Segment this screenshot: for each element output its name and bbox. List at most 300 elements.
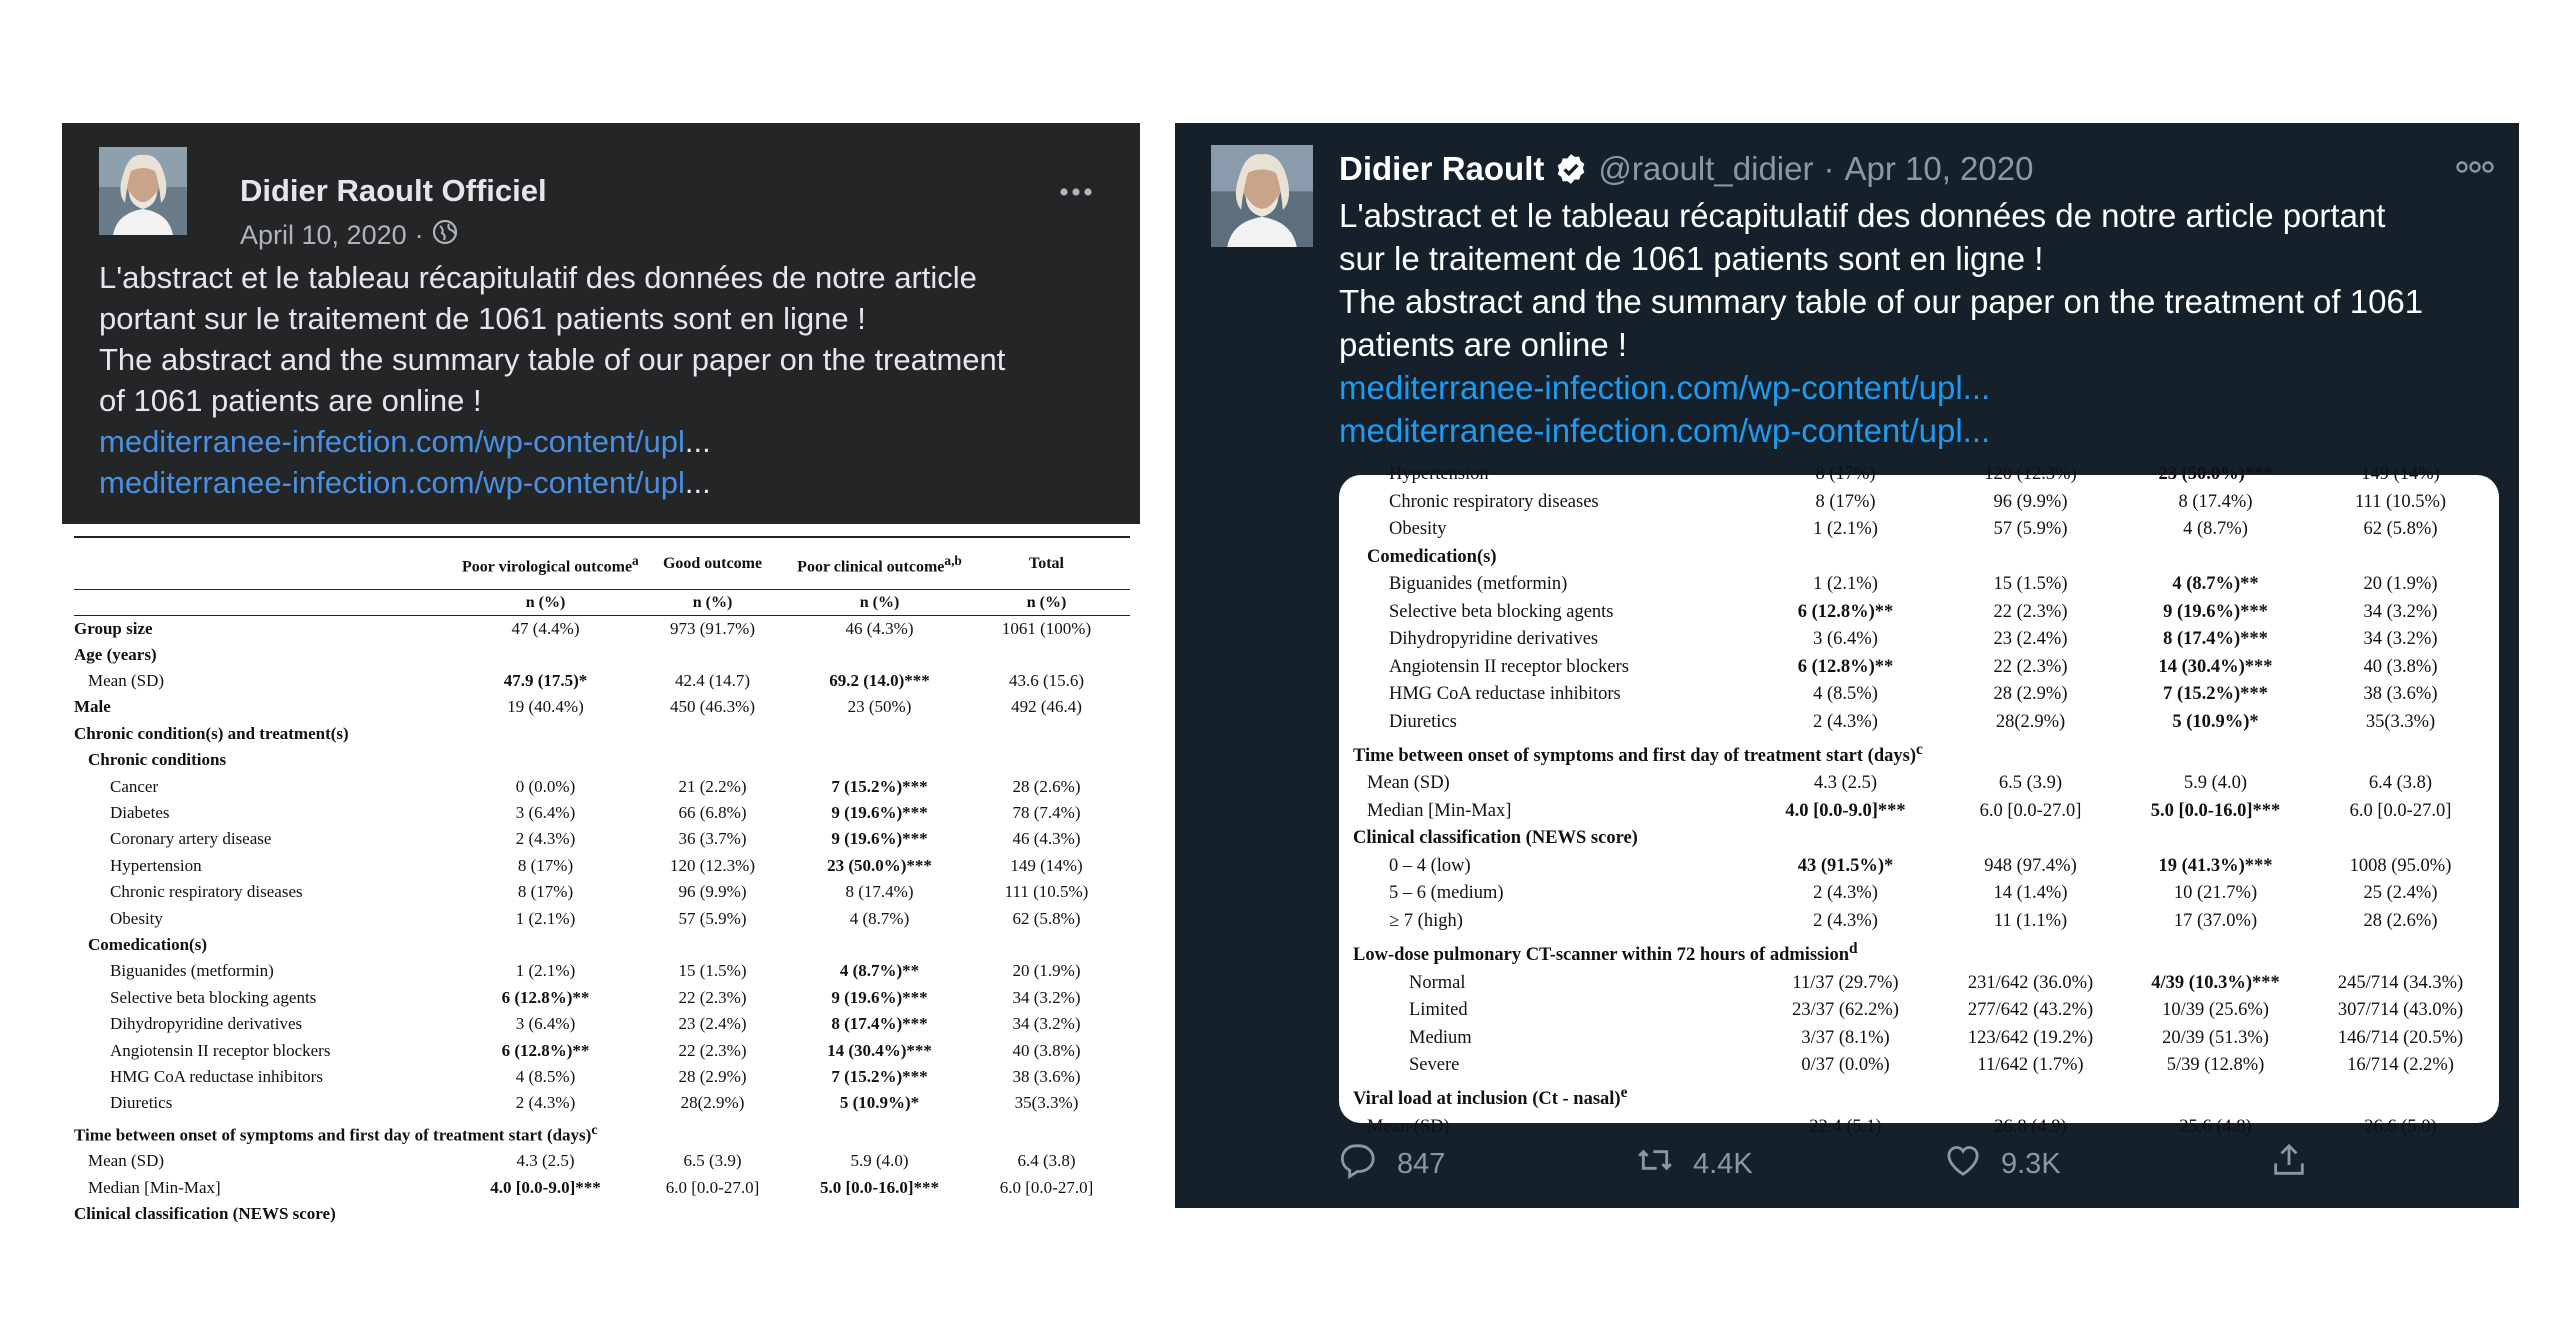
- verified-badge-icon: [1554, 152, 1588, 186]
- table-cell: 23 (2.4%): [678, 1014, 747, 1034]
- unit-label: n (%): [796, 589, 963, 615]
- table-cell: 4 (8.7%): [2183, 519, 2248, 540]
- retweet-count: 4.4K: [1693, 1147, 1753, 1180]
- row-label: [74, 932, 462, 958]
- table-cell: 15 (1.5%): [1993, 574, 2068, 595]
- link-ellipsis: ...: [684, 424, 711, 459]
- retweet-icon: [1635, 1140, 1675, 1188]
- row-label: [1353, 1079, 1753, 1113]
- row-label-text: Viral load at inclusion (Ct - nasal): [1353, 1089, 1621, 1110]
- table-cell: 0/37 (0.0%): [1801, 1055, 1890, 1076]
- table-cell: 4 (8.5%): [515, 1066, 576, 1086]
- row-label-text: Angiotensin II receptor blockers: [1389, 656, 1629, 677]
- table-cell: 22 (2.3%): [1993, 601, 2068, 622]
- row-label-text: 5 – 6 (medium): [1389, 883, 1504, 904]
- table-cell: 28(2.9%): [1995, 711, 2066, 732]
- table-cell: 96 (9.9%): [678, 882, 747, 902]
- table-cell: 9 (19.6%)***: [2163, 601, 2268, 622]
- row-label-text: Coronary artery disease: [110, 829, 272, 849]
- table-header-empty: [74, 537, 462, 589]
- table-cell: 28 (2.9%): [678, 1066, 747, 1086]
- row-label: [74, 773, 462, 799]
- more-options-icon[interactable]: [2453, 157, 2497, 177]
- table-cell: 6.0 [0.0-27.0]: [999, 1177, 1094, 1197]
- table-cell: 5.0 [0.0-16.0]***: [820, 1177, 939, 1197]
- row-label-text: 0 – 4 (low): [1389, 855, 1471, 876]
- table-cell: [1753, 825, 1938, 853]
- table-cell: 43 (91.5%)*: [1797, 855, 1894, 876]
- table-cell: 26.6 (5.0): [2364, 1116, 2437, 1137]
- table-cell: 6.5 (3.9): [1998, 773, 2063, 794]
- row-label-sup: c: [1916, 741, 1923, 758]
- table-cell: 4 (8.7%): [849, 908, 910, 928]
- table-cell: [2123, 544, 2308, 572]
- table-cell: 2 (4.3%): [515, 1093, 576, 1113]
- table-cell: 34 (3.2%): [2363, 601, 2438, 622]
- tweet-text-line: sur le traitement de 1061 patients sont en ligne !: [1339, 240, 2044, 277]
- header-label: Poor virological outcome: [462, 557, 633, 575]
- table-cell: 1 (2.1%): [1813, 519, 1878, 540]
- table-cell: 23 (2.4%): [1993, 629, 2068, 650]
- table-row: [74, 615, 1130, 642]
- table-cell: 8 (17%): [1815, 464, 1876, 485]
- table-cell: 2 (4.3%): [1813, 711, 1878, 732]
- row-label: [74, 853, 462, 879]
- table-cell: 14 (1.4%): [1993, 883, 2068, 904]
- header-poor-clinical: [796, 537, 963, 589]
- avatar[interactable]: [99, 147, 187, 235]
- table-cell: 22 (2.3%): [1993, 656, 2068, 677]
- row-label: [74, 826, 462, 852]
- table-cell: [629, 1201, 796, 1227]
- row-label-text: Low-dose pulmonary CT-scanner within 72 hours of admission: [1353, 945, 1849, 966]
- tweet-link[interactable]: mediterranee-infection.com/wp-content/upl...: [1339, 412, 1991, 449]
- table-cell: 66 (6.8%): [678, 803, 747, 823]
- retweet-button[interactable]: [1635, 1140, 1753, 1188]
- table-row: [74, 985, 1130, 1011]
- table-row: [74, 773, 1130, 799]
- row-label-text: Clinical classification (NEWS score): [74, 1204, 336, 1224]
- row-label-text: Time between onset of symptoms and first day of treatment start (days): [1353, 746, 1916, 767]
- table-cell: [1753, 544, 1938, 572]
- row-label: [74, 1175, 462, 1201]
- row-label-text: Chronic respiratory diseases: [110, 882, 303, 902]
- row-label: [1353, 709, 1753, 737]
- table-row: [74, 642, 1130, 668]
- table-cell: [462, 747, 629, 773]
- table-cell: 0 (0.0%): [515, 776, 576, 796]
- table-cell: 6.0 [0.0-27.0]: [1979, 800, 2082, 821]
- table-row: [1353, 626, 2493, 654]
- table-cell: [462, 1201, 629, 1227]
- table-cell: 120 (12.3%): [1984, 464, 2077, 485]
- table-cell: 35(3.3%): [1014, 1093, 1079, 1113]
- post-text: [99, 257, 1119, 503]
- table-cell: 28 (2.6%): [2363, 910, 2438, 931]
- share-icon: [2269, 1140, 2309, 1188]
- table-cell: [796, 721, 963, 747]
- header-label: Total: [1029, 554, 1064, 572]
- table-cell: [1753, 1079, 1938, 1113]
- link-ellipsis: ...: [684, 465, 711, 500]
- row-label: [74, 1148, 462, 1174]
- table-cell: 43.6 (15.6): [1008, 671, 1085, 691]
- row-label-text: Mean (SD): [88, 671, 165, 691]
- table-cell: 11 (1.1%): [1993, 910, 2068, 931]
- row-label: [74, 1064, 462, 1090]
- table-cell: 450 (46.3%): [670, 697, 755, 717]
- table-cell: 26.8 (4.9): [1994, 1116, 2067, 1137]
- table-row: [1353, 571, 2493, 599]
- table-cell: 973 (91.7%): [670, 618, 755, 638]
- table-row: [74, 1117, 1130, 1149]
- row-label-text: Male: [74, 697, 111, 717]
- header-label: Good outcome: [662, 554, 763, 572]
- table-cell: 36 (3.7%): [678, 829, 747, 849]
- table-cell: 8 (17%): [517, 855, 574, 875]
- attached-table-image[interactable]: [1339, 464, 2499, 1137]
- reply-count: 847: [1397, 1147, 1446, 1180]
- globe-icon: [432, 219, 458, 252]
- table-cell: 9 (19.6%)***: [831, 987, 928, 1007]
- share-button[interactable]: [2269, 1140, 2309, 1188]
- table-cell: 5/39 (12.8%): [2166, 1055, 2265, 1076]
- table-cell: 28 (2.9%): [1993, 684, 2068, 705]
- row-label-text: Time between onset of symptoms and first day of treatment start (days): [74, 1125, 592, 1145]
- table-cell: 22 (2.3%): [678, 1040, 747, 1060]
- like-button[interactable]: [1943, 1140, 2061, 1188]
- facebook-post: [62, 123, 1140, 1224]
- avatar[interactable]: [1211, 145, 1313, 247]
- table-cell: 4/39 (10.3%)***: [2151, 972, 2280, 993]
- table-cell: [462, 932, 629, 958]
- table-cell: 2 (4.3%): [1813, 910, 1878, 931]
- row-label: [74, 694, 462, 720]
- row-label-text: Chronic condition(s) and treatment(s): [74, 723, 349, 743]
- table-cell: 6.5 (3.9): [683, 1151, 742, 1171]
- row-label: [74, 879, 462, 905]
- table-cell: 16/714 (2.2%): [2347, 1055, 2454, 1076]
- table-cell: [796, 642, 963, 668]
- row-label-sup: e: [1620, 1084, 1628, 1102]
- reply-button[interactable]: [1339, 1140, 1445, 1188]
- table-cell: 9 (19.6%)***: [831, 803, 928, 823]
- table-cell: 11/37 (29.7%): [1792, 972, 1899, 993]
- table-row: [1353, 709, 2493, 737]
- table-cell: 40 (3.8%): [1012, 1040, 1081, 1060]
- table-cell: 5 (10.9%)*: [2172, 711, 2259, 732]
- table-cell: 5.0 [0.0-16.0]***: [2150, 800, 2281, 821]
- row-label: [1353, 599, 1753, 627]
- table-cell: 149 (14%): [2361, 464, 2440, 485]
- table-row: [74, 1037, 1130, 1063]
- table-cell: 5.9 (4.0): [2183, 773, 2248, 794]
- table-cell: 123/642 (19.2%): [1967, 1027, 2094, 1048]
- row-label-text: Selective beta blocking agents: [110, 987, 317, 1007]
- row-label-text: Biguanides (metformin): [1389, 574, 1568, 595]
- table-row: [74, 1148, 1130, 1174]
- row-label-text: Comedication(s): [88, 934, 207, 954]
- row-label: [1353, 654, 1753, 682]
- table-cell: 34 (3.2%): [1012, 1014, 1081, 1034]
- table-cell: 6 (12.8%)**: [1797, 601, 1894, 622]
- tweet-text: [1339, 194, 2509, 452]
- table-cell: 46 (4.3%): [1012, 829, 1081, 849]
- table-row: [1353, 969, 2493, 997]
- table-cell: 5.9 (4.0): [850, 1151, 909, 1171]
- row-label: [1353, 997, 1753, 1025]
- table-cell: [1938, 825, 2123, 853]
- row-label-text: Normal: [1409, 972, 1466, 993]
- table-cell: 6 (12.8%)**: [1797, 656, 1894, 677]
- table-cell: 4.3 (2.5): [516, 1151, 575, 1171]
- row-label-text: ≥ 7 (high): [1389, 910, 1463, 931]
- tweet-header: [1339, 149, 2033, 189]
- header-label: Poor clinical outcome: [797, 557, 945, 575]
- tweet-link[interactable]: mediterranee-infection.com/wp-content/upl...: [1339, 369, 1991, 406]
- row-label-sup: c: [591, 1121, 598, 1138]
- table-row: [74, 853, 1130, 879]
- row-label: [74, 747, 462, 773]
- row-label-text: HMG CoA reductase inhibitors: [1389, 684, 1621, 705]
- table-cell: 62 (5.8%): [2363, 519, 2438, 540]
- row-label-text: Clinical classification (NEWS score): [1353, 828, 1638, 849]
- table-row: [1353, 544, 2493, 572]
- post-date[interactable]: April 10, 2020: [240, 220, 407, 250]
- table-cell: 6.4 (3.8): [1017, 1151, 1076, 1171]
- table-row: [74, 1011, 1130, 1037]
- row-label-text: HMG CoA reductase inhibitors: [110, 1066, 323, 1086]
- table-cell: 25 (2.4%): [2363, 883, 2438, 904]
- table-cell: 492 (46.4): [1011, 697, 1082, 717]
- row-label: [74, 1090, 462, 1116]
- table-cell: 6 (12.8%)**: [501, 987, 590, 1007]
- unit-label: n (%): [629, 589, 796, 615]
- table-row: [1353, 880, 2493, 908]
- row-label: [1353, 1024, 1753, 1052]
- table-cell: 3 (6.4%): [515, 803, 576, 823]
- table-cell: 7 (15.2%)***: [831, 776, 928, 796]
- row-label-text: Selective beta blocking agents: [1389, 601, 1614, 622]
- author-name[interactable]: Didier Raoult: [1339, 150, 1545, 187]
- attached-table-image[interactable]: [62, 524, 1140, 1224]
- table-row: [74, 668, 1130, 694]
- table-cell: 11/642 (1.7%): [1977, 1055, 2084, 1076]
- table-cell: 8 (17.4%): [2178, 491, 2253, 512]
- table-cell: [462, 721, 629, 747]
- tweet-actions: [1339, 1140, 2469, 1190]
- table-cell: 1008 (95.0%): [2349, 855, 2452, 876]
- table-cell: 149 (14%): [1010, 855, 1083, 875]
- row-label: [74, 985, 462, 1011]
- author-handle[interactable]: @raoult_didier: [1598, 150, 1814, 187]
- post-link[interactable]: mediterranee-infection.com/wp-content/upl: [99, 424, 685, 459]
- table-cell: [963, 642, 1130, 668]
- row-label-text: Angiotensin II receptor blockers: [110, 1040, 331, 1060]
- unit-empty: [74, 589, 462, 615]
- table-cell: 35(3.3%): [2365, 711, 2436, 732]
- row-label: [74, 1117, 1130, 1149]
- header-total: [963, 537, 1130, 589]
- table-cell: [963, 1201, 1130, 1227]
- row-label-text: Chronic respiratory diseases: [1389, 491, 1599, 512]
- table-cell: 46 (4.3%): [845, 618, 914, 638]
- table-cell: [1938, 1079, 2123, 1113]
- table-cell: 111 (10.5%): [1004, 882, 1089, 902]
- table-cell: 948 (97.4%): [1984, 855, 2077, 876]
- table-cell: [2308, 825, 2493, 853]
- table-row: [1353, 1024, 2493, 1052]
- table-cell: 8 (17.4%)***: [2163, 629, 2268, 650]
- table-cell: 120 (12.3%): [670, 855, 755, 875]
- header-sup: a,b: [944, 552, 962, 568]
- table-row: [1353, 1079, 2493, 1113]
- table-cell: 19 (40.4%): [507, 697, 584, 717]
- row-label: [74, 1037, 462, 1063]
- table-row: [1353, 1113, 2493, 1141]
- row-label: [1353, 770, 1753, 798]
- table-cell: [1938, 544, 2123, 572]
- post-header: [99, 147, 1110, 250]
- row-label-text: Mean (SD): [1367, 773, 1450, 794]
- tweet-text-line: patients are online !: [1339, 326, 1628, 363]
- row-label: [1353, 853, 1753, 881]
- table-cell: [629, 747, 796, 773]
- table-row: [1353, 770, 2493, 798]
- row-label: [74, 1201, 462, 1227]
- table-cell: 57 (5.9%): [678, 908, 747, 928]
- table-cell: 2 (4.3%): [1813, 883, 1878, 904]
- table-row: [1353, 908, 2493, 936]
- meta-separator: ·: [414, 220, 424, 250]
- more-options-icon[interactable]: [1054, 175, 1098, 209]
- table-row: [1353, 681, 2493, 709]
- table-cell: 277/642 (43.2%): [1967, 1000, 2094, 1021]
- post-text-line: The abstract and the summary table of our paper on the treatment: [99, 342, 1006, 377]
- row-label-text: Dihydropyridine derivatives: [110, 1014, 303, 1034]
- table-cell: 3/37 (8.1%): [1801, 1027, 1890, 1048]
- header-good-outcome: [629, 537, 796, 589]
- table-row: [74, 747, 1130, 773]
- table-cell: 9 (19.6%)***: [831, 829, 928, 849]
- table-row: [74, 826, 1130, 852]
- table-cell: 6.4 (3.8): [2368, 773, 2433, 794]
- table-cell: [2123, 825, 2308, 853]
- table-cell: 62 (5.8%): [1012, 908, 1081, 928]
- table-cell: 8 (17.4%): [845, 882, 914, 902]
- row-label: [1353, 736, 2493, 770]
- tweet-text-line: L'abstract et le tableau récapitulatif des données de notre article portant: [1339, 197, 2386, 234]
- table-cell: 10/39 (25.6%): [2162, 1000, 2269, 1021]
- table-cell: [629, 932, 796, 958]
- row-label-text: Median [Min-Max]: [88, 1177, 221, 1197]
- table-body: [1353, 461, 2493, 1141]
- row-label: [1353, 1113, 1753, 1141]
- table-cell: 4 (8.7%)**: [2172, 574, 2259, 595]
- table-cell: 47 (4.4%): [511, 618, 580, 638]
- table-cell: 1061 (100%): [1001, 618, 1092, 638]
- row-label: [74, 800, 462, 826]
- table-cell: 28(2.9%): [680, 1093, 745, 1113]
- table-cell: 111 (10.5%): [2354, 491, 2447, 512]
- table-cell: 4.0 [0.0-9.0]***: [1785, 800, 1906, 821]
- table-cell: 20 (1.9%): [1012, 961, 1081, 981]
- row-label: [1353, 935, 2493, 969]
- post-meta: [240, 219, 458, 252]
- row-label: [74, 615, 462, 642]
- table-cell: [462, 642, 629, 668]
- row-label-text: Limited: [1409, 1000, 1468, 1021]
- table-cell: [629, 642, 796, 668]
- post-link[interactable]: mediterranee-infection.com/wp-content/upl: [99, 465, 685, 500]
- table-cell: 38 (3.6%): [1012, 1066, 1081, 1086]
- table-row: [74, 1064, 1130, 1090]
- table-cell: [2123, 1079, 2308, 1113]
- table-cell: 17 (37.0%): [2173, 910, 2258, 931]
- table-row: [74, 1175, 1130, 1201]
- row-label: [74, 905, 462, 931]
- row-label: [1353, 1052, 1753, 1080]
- row-label-text: Hypertension: [1389, 464, 1489, 485]
- table-cell: 20/39 (51.3%): [2162, 1027, 2269, 1048]
- table-row: [1353, 825, 2493, 853]
- table-cell: 1 (2.1%): [515, 908, 576, 928]
- table-row: [74, 1090, 1130, 1116]
- table-cell: 231/642 (36.0%): [1967, 972, 2094, 993]
- table-cell: [963, 721, 1130, 747]
- summary-table: [62, 524, 1140, 1227]
- table-row: [1353, 599, 2493, 627]
- reply-icon: [1339, 1140, 1379, 1188]
- table-cell: 4.0 [0.0-9.0]***: [490, 1177, 601, 1197]
- table-cell: [963, 747, 1130, 773]
- row-label: [1353, 626, 1753, 654]
- table-cell: 6 (12.8%)**: [501, 1040, 590, 1060]
- table-cell: 7 (15.2%)***: [831, 1066, 928, 1086]
- table-cell: 146/714 (20.5%): [2337, 1027, 2464, 1048]
- table-cell: 23 (50.0%)***: [827, 855, 932, 875]
- row-label: [1353, 880, 1753, 908]
- row-label-text: Diuretics: [1389, 711, 1457, 732]
- table-cell: 78 (7.4%): [1012, 803, 1081, 823]
- post-link-line: [99, 462, 1119, 503]
- table-body: [74, 615, 1130, 1227]
- table-row: [1353, 935, 2493, 969]
- table-row: [74, 879, 1130, 905]
- table-row: [74, 721, 1130, 747]
- twitter-post: [1175, 123, 2519, 1208]
- tweet-date[interactable]: Apr 10, 2020: [1844, 150, 2034, 187]
- table-row: [1353, 461, 2493, 489]
- table-cell: [963, 932, 1130, 958]
- row-label-text: Group size: [74, 618, 153, 638]
- table-cell: 96 (9.9%): [1993, 491, 2068, 512]
- row-label: [1353, 825, 1753, 853]
- table-cell: 22.4 (5.1): [1809, 1116, 1882, 1137]
- table-cell: 3 (6.4%): [515, 1014, 576, 1034]
- table-row: [74, 905, 1130, 931]
- table-row: [1353, 654, 2493, 682]
- header-sup: a: [632, 552, 639, 568]
- heart-icon: [1943, 1140, 1983, 1188]
- table-cell: [796, 747, 963, 773]
- table-cell: 5 (10.9%)*: [839, 1093, 920, 1113]
- row-label-text: Age (years): [74, 644, 157, 664]
- row-label-text: Dihydropyridine derivatives: [1389, 629, 1599, 650]
- table-row: [1353, 736, 2493, 770]
- author-name[interactable]: Didier Raoult Officiel: [240, 173, 547, 208]
- table-cell: 34 (3.2%): [1012, 987, 1081, 1007]
